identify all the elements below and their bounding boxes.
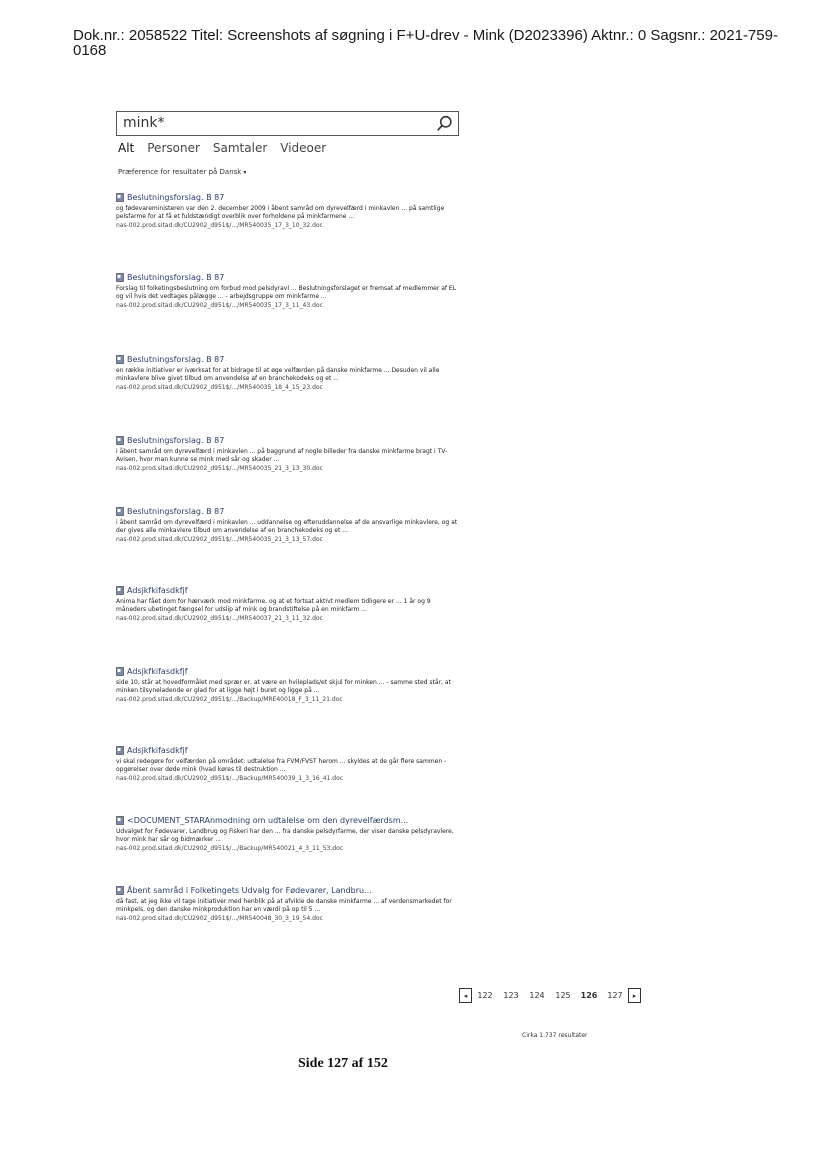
pagination — [459, 988, 641, 1003]
result-title[interactable]: Beslutningsforslag. B 87 — [127, 355, 225, 364]
document-header: Dok.nr.: 2058522 Titel: Screenshots af søgning i F+U-drev - Mink (D2023396) Aktnr.: 0 Sagsnr.: 2021-759-0168 — [73, 27, 778, 59]
document-icon — [116, 816, 124, 825]
search-result — [116, 666, 461, 704]
result-title[interactable]: Beslutningsforslag. B 87 — [127, 273, 225, 282]
result-title[interactable]: Adsjkfkifasdkfjf — [127, 667, 188, 676]
previous-page-button[interactable]: ◂ — [459, 988, 472, 1003]
result-title[interactable]: Beslutningsforslag. B 87 — [127, 193, 225, 202]
current-page: 126 — [580, 991, 598, 1000]
chevron-down-icon: ▾ — [243, 168, 247, 176]
document-icon — [116, 746, 124, 755]
search-result — [116, 272, 461, 310]
search-result — [116, 506, 461, 544]
next-page-button[interactable]: ▸ — [628, 988, 641, 1003]
result-title[interactable]: Beslutningsforslag. B 87 — [127, 507, 225, 516]
tab-conversations[interactable]: Samtaler — [212, 141, 268, 155]
result-snippet: Anima har fået dom for hærværk mod minkfarme, og at et fortsat aktivt medlem tidligere er ... 1 år og 9 måneders ubetinget fængsel for udslip af mink og brandstiftelse på en minkfarm ... — [116, 598, 431, 613]
result-url: nas-002.prod.sitad.dk/CU2902_d951$/.../MR540048_30_3_19_54.doc — [116, 915, 323, 922]
document-icon — [116, 507, 124, 516]
search-result — [116, 354, 461, 392]
result-snippet: i åbent samråd om dyrevelfærd i minkavlen ... på baggrund af nogle billeder fra danske minkfarme bragt i TV-Avisen, hvor man kunne se mink med sår og skader ... — [116, 448, 448, 463]
result-url: nas-002.prod.sitad.dk/CU2902_d951$/.../MR540035_18_4_15_23.doc — [116, 384, 323, 391]
result-title[interactable]: Beslutningsforslag. B 87 — [127, 436, 225, 445]
result-url: nas-002.prod.sitad.dk/CU2902_d951$/.../MR540035_17_3_10_32.doc — [116, 222, 323, 229]
document-icon — [116, 273, 124, 282]
result-url: nas-002.prod.sitad.dk/CU2902_d951$/.../Backup/MR540039_1_3_16_41.doc — [116, 775, 344, 782]
result-snippet: Forslag til folketingsbeslutning om forbud mod pelsdyravl ... Beslutningsforslaget er fremsat af medlemmer af EL og vil hvis det vedtages pålægge ... - arbejdsgruppe om minkfarme ... — [116, 285, 457, 300]
result-title[interactable]: Åbent samråd i Folketingets Udvalg for Fødevarer, Landbru... — [127, 886, 372, 895]
result-url: nas-002.prod.sitad.dk/CU2902_d951$/.../MR540037_21_3_11_32.doc — [116, 615, 323, 622]
search-result — [116, 885, 461, 923]
page-link[interactable]: 127 — [607, 991, 623, 1000]
tab-videos[interactable]: Videoer — [280, 141, 327, 155]
document-icon — [116, 886, 124, 895]
page-link[interactable]: 125 — [555, 991, 571, 1000]
result-snippet: en række initiativer er iværksat for at bidrage til at øge velfærden på danske minkfarme ... Desuden vil alle minkavlere blive givet tilbud om anvendelse af en branchekodeks og et ... — [116, 367, 440, 382]
search-result — [116, 815, 461, 853]
page-link[interactable]: 122 — [477, 991, 493, 1000]
result-url: nas-002.prod.sitad.dk/CU2902_d951$/.../MR540035_21_3_13_57.doc — [116, 536, 323, 543]
search-result — [116, 435, 461, 473]
result-url: nas-002.prod.sitad.dk/CU2902_d951$/.../MR540035_21_3_13_30.doc — [116, 465, 323, 472]
document-icon — [116, 667, 124, 676]
language-preference-label: Præference for resultater på Dansk — [118, 168, 242, 176]
search-input[interactable]: mink* — [123, 115, 165, 131]
result-snippet: og fødevareministeren var den 2. december 2009 i åbent samråd om dyrevelfærd i minkavlen ... på samtlige pelsfarme for at få et fuldstændigt overblik over forholdene på minkfarmene ... — [116, 205, 445, 220]
result-count: Cirka 1.737 resultater — [522, 1032, 588, 1039]
result-snippet: vi skal redegøre for velfærden på området: udtalelse fra FVM/FVST herom ... skyldes at de går flere sammen - opgørelser over døde mink (hvad køres til destruktion ... — [116, 758, 447, 773]
search-box[interactable] — [116, 111, 459, 136]
result-url: nas-002.prod.sitad.dk/CU2902_d951$/.../MR540035_17_3_11_43.doc — [116, 302, 323, 309]
search-result — [116, 192, 461, 230]
result-title[interactable]: <DOCUMENT_STARAnmodning om udtalelse om den dyrevelfærdsm... — [127, 816, 409, 825]
language-preference[interactable] — [118, 168, 246, 176]
tab-people[interactable]: Personer — [147, 141, 200, 155]
result-url: nas-002.prod.sitad.dk/CU2902_d951$/.../Backup/MRE40018_F_3_11_21.doc — [116, 696, 343, 703]
page-footer: Side 127 af 152 — [298, 1056, 388, 1071]
search-result — [116, 585, 461, 623]
tab-all[interactable]: Alt — [118, 141, 135, 155]
page-link[interactable]: 123 — [503, 991, 519, 1000]
result-url: nas-002.prod.sitad.dk/CU2902_d951$/.../Backup/MR540021_4_3_11_53.doc — [116, 845, 344, 852]
search-result — [116, 745, 461, 783]
document-icon — [116, 193, 124, 202]
result-title[interactable]: Adsjkfkifasdkfjf — [127, 746, 188, 755]
result-title[interactable]: Adsjkfkifasdkfjf — [127, 586, 188, 595]
result-snippet: side 10, står at hovedformålet med sprær er, at være en hvileplads/et skjul for minken ... - samme sted står, at minken tilsyneladende er glad for at ligge højt i buret og ligge på ... — [116, 679, 451, 694]
page-link[interactable]: 124 — [529, 991, 545, 1000]
result-snippet: då fast, at jeg ikke vil tage initiativer med henblik på at afvikle de danske minkfarme ... af verdensmarkedet for minkpels, og den danske minkproduktion har en værdi på op til 5 ... — [116, 898, 452, 913]
search-icon[interactable] — [436, 115, 453, 132]
document-icon — [116, 436, 124, 445]
document-icon — [116, 586, 124, 595]
result-snippet: i åbent samråd om dyrevelfærd i minkavlen ... uddannelse og efteruddannelse af de ansvarlige minkavlere, og at der gives alle minkavlere tilbud om anvendelse af en branchekodeks og et ... — [116, 519, 458, 534]
search-tabs — [118, 141, 326, 155]
result-snippet: Udvalget for Fødevarer, Landbrug og Fiskeri har den ... fra danske pelsdyrfarme, der viser danske pelsdyravlere, hvor mink har sår og bidmærker ... — [116, 828, 454, 843]
document-icon — [116, 355, 124, 364]
